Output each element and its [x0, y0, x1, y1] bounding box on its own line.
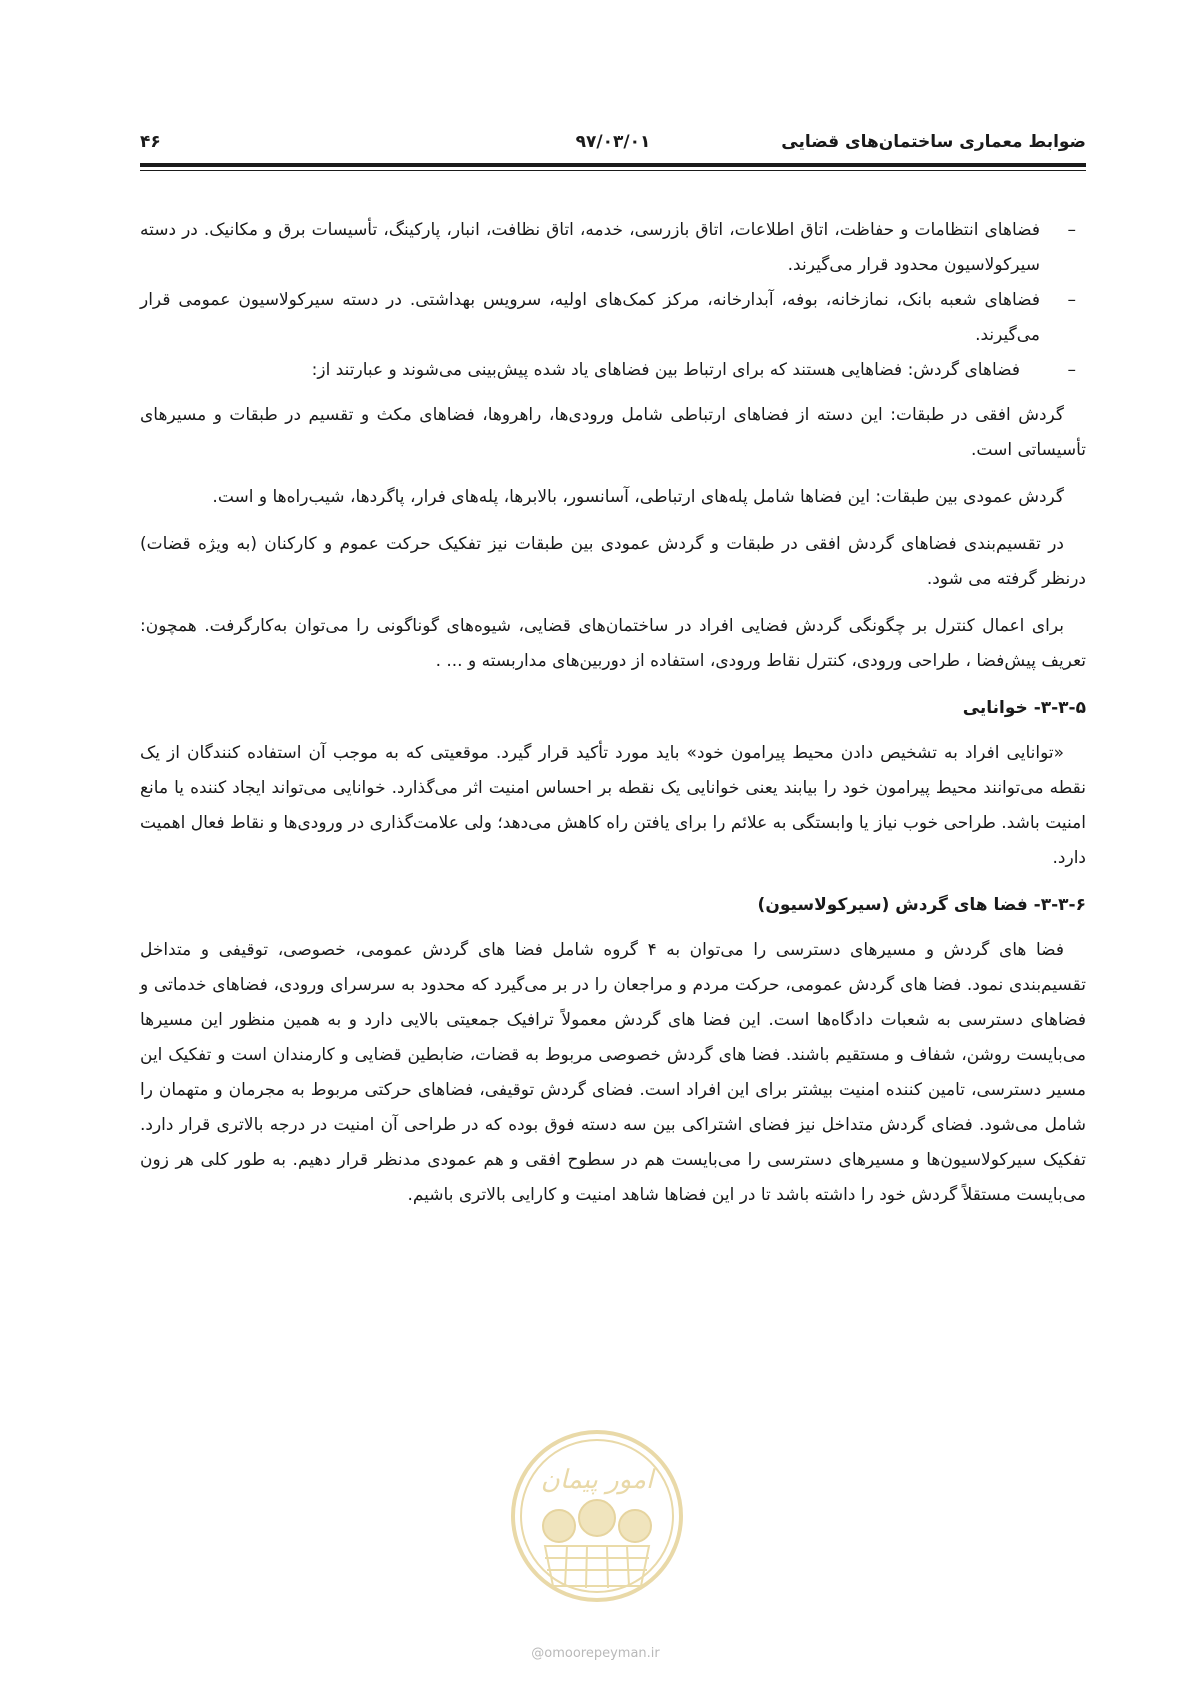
page-header — [140, 128, 1086, 158]
seal-logo-icon — [507, 1426, 687, 1606]
list-item — [140, 213, 1086, 283]
footer-website: @omoorepeyman.ir — [531, 1646, 660, 1661]
paragraph: برای اعمال کنترل بر چگونگی گردش فضایی افراد در ساختمان‌های قضایی، شیوه‌های گوناگونی را می‌توان به‌کارگرفت. همچون: تعریف پیش‌فضا ، طراحی ورودی، کنترل نقاط ورودی، استفاده از دوربین‌های مداربسته و ... . — [140, 616, 1086, 671]
bullet-list — [140, 213, 1086, 388]
page-content — [140, 213, 1086, 1225]
header-title: ضوابط معماری ساختمان‌های قضایی — [781, 132, 1086, 152]
paragraph: فضا های گردش و مسیرهای دسترسی را می‌توان به ۴ گروه شامل فضا های گردش عمومی، خصوصی، توقیفی و متداخل تقسیم‌بندی نمود. فضا های گردش عمومی، حرکت مردم و مراجعان را در بر می‌گیرد که محدود به سرسرای ورودی، فضاهای خدماتی و فضاهای دسترسی به شعبات دادگاه‌ها است. این فضا های گردش معمولاً ترافیک جمعیتی بالایی دارد و به همین منظور این مسیرها می‌بایست روشن، شفاف و مستقیم باشند. فضا های گردش خصوصی مربوط به قضات، ضابطین قضایی و کارمندان است و تفکیک این مسیر دسترسی، تامین کننده امنیت بیشتر برای این افراد است. فضای گردش توقیفی، فضاهای حرکتی مربوط به مجرمان و متهمان را شامل می‌شود. فضای گردش متداخل نیز فضای اشتراکی بین سه دسته فوق بوده که در طراحی آن امنیت در درجه بالاتری قرار دارد. تفکیک سیرکولاسیون‌ها و مسیرهای دسترسی را می‌بایست هم در سطوح افقی و هم عمودی مدنظر قرار دهیم. به طور کلی هر زون می‌بایست مستقلاً گردش خود را داشته باشد تا در این فضاها شاهد امنیت و کارایی بالاتری باشیم. — [140, 940, 1086, 1205]
paragraph: در تقسیم‌بندی فضاهای گردش افقی در طبقات و گردش عمودی بین طبقات نیز تفکیک حرکت عموم و کارکنان (به ویژه قضات) درنظر گرفته می شود. — [140, 534, 1086, 589]
list-item-text: فضاهای شعبه بانک، نمازخانه، بوفه، آبدارخانه، مرکز کمک‌های اولیه، سرویس بهداشتی. در دسته سیرکولاسیون عمومی قرار می‌گیرند. — [140, 290, 1040, 345]
list-item-text: فضاهای گردش: فضاهایی هستند که برای ارتباط بین فضاهای یاد شده پیش‌بینی می‌شوند و عبارتند از: — [311, 360, 1020, 380]
list-item — [140, 353, 1086, 388]
page-number: ۴۶ — [140, 132, 161, 152]
paragraph: گردش افقی در طبقات: این دسته از فضاهای ارتباطی شامل ورودی‌ها، راهروها، فضاهای مکث و تقسیم در طبقات و مسیرهای تأسیساتی است. — [140, 405, 1086, 460]
dash-bullet-icon: – — [1067, 290, 1076, 310]
header-date: ۹۷/۰۳/۰۱ — [575, 132, 651, 152]
section-heading-legibility: ۳-۳-۵- خوانایی — [962, 698, 1086, 718]
list-item — [140, 283, 1086, 353]
section-heading-circulation: ۳-۳-۶- فضا های گردش (سیرکولاسیون) — [757, 895, 1086, 915]
dash-bullet-icon: – — [1067, 360, 1076, 380]
header-rule-thin — [140, 170, 1086, 171]
header-rule-thick — [140, 163, 1086, 167]
paragraph: گردش عمودی بین طبقات: این فضاها شامل پله‌های ارتباطی، آسانسور، بالابرها، پله‌های فرار، پاگردها، شیب‌راه‌ها و است. — [212, 487, 1064, 507]
list-item-text: فضاهای انتظامات و حفاظت، اتاق اطلاعات، اتاق بازرسی، خدمه، اتاق نظافت، انبار، پارکینگ، تأسیسات برق و مکانیک. در دسته سیرکولاسیون محدود قرار می‌گیرند. — [140, 220, 1040, 275]
seal-lettering: امور پیمان — [540, 1465, 654, 1495]
dash-bullet-icon: – — [1067, 220, 1076, 240]
paragraph: «توانایی افراد به تشخیص دادن محیط پیرامون خود» باید مورد تأکید قرار گیرد. موقعیتی که به موجب آن استفاده کنندگان از یک نقطه می‌توانند محیط پیرامون خود را بیابند یعنی خوانایی یک نقطه بر احساس امنیت اثر می‌گذارد. خوانایی می‌تواند ایجاد کننده یا مانع امنیت باشد. طراحی خوب نیاز یا وابستگی به علائم را برای یافتن راه کاهش می‌دهد؛ ولی علامت‌گذاری در ورودی‌ها و نقاط فعال اهمیت دارد. — [140, 743, 1086, 868]
